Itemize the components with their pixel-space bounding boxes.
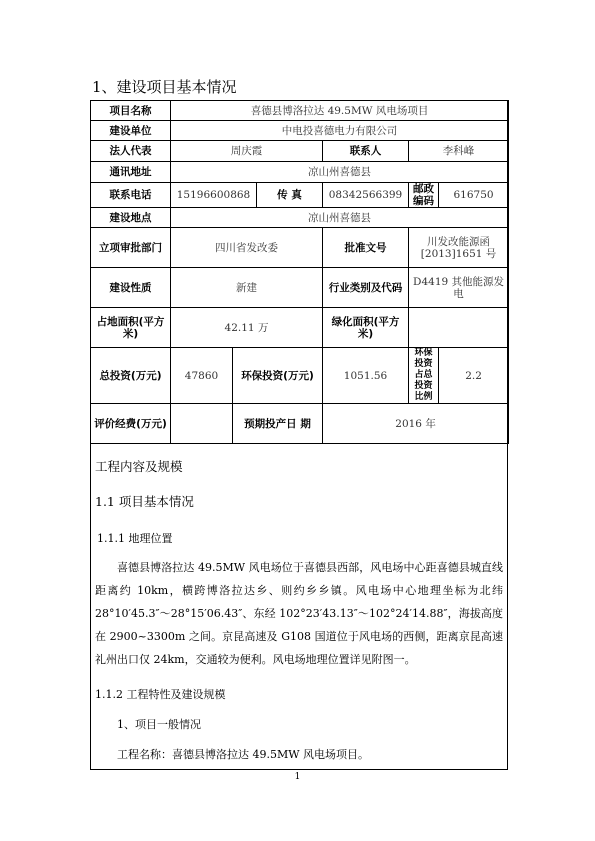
value-construction-unit: 中电投喜德电力有限公司: [171, 121, 509, 141]
label-fax: 传 真: [257, 183, 323, 208]
section-1-1-2: 1.1.2 工程特性及建设规模: [95, 688, 226, 701]
value-expected-operation: 2016 年: [323, 404, 509, 444]
value-total-investment: 47860: [171, 348, 233, 404]
label-land-area: 占地面积(平方米): [91, 308, 171, 348]
label-location: 建设地点: [91, 208, 171, 228]
value-env-investment: 1051.56: [323, 348, 409, 404]
label-contact: 联系人: [323, 141, 409, 162]
item-general-info: 1、项目一般情况: [117, 718, 201, 731]
value-postcode: 616750: [439, 183, 509, 208]
table-row: [91, 228, 509, 268]
section-1-1-1: 1.1.1 地理位置: [97, 532, 173, 545]
table-row: [91, 308, 509, 348]
table-row: [91, 162, 509, 183]
label-total-investment: 总投资(万元): [91, 348, 171, 404]
label-approval-dept: 立项审批部门: [91, 228, 171, 268]
chapter-heading: 1、建设项目基本情况: [92, 78, 237, 96]
label-expected-operation: 预期投产日 期: [233, 404, 323, 444]
label-env-investment: 环保投资(万元): [233, 348, 323, 404]
value-address: 凉山州喜德县: [171, 162, 509, 183]
table-row: [91, 141, 509, 162]
label-assessment-fee: 评价经费(万元): [91, 404, 171, 444]
project-name-line: 工程名称：喜德县博洛拉达 49.5MW 风电场项目。: [117, 748, 370, 761]
location-paragraph: 喜德县博洛拉达 49.5MW 风电场位于喜德县西部，风电场中心距喜德县城直线距离约 10km，横跨博洛拉达乡、则约乡乡镇。风电场中心地理坐标为北纬 28°10′45.3″～28°15′06.43″、东经 102°23′43.13″～102°24′14.88″，海拔高度在 2900~3300m 之间。京昆高速及 G108 国道位于风电场的西侧，距离京昆高速礼州出口仅 24km，交通较为便利。风电场地理位置详见附图一。: [95, 561, 503, 666]
value-fax: 08342566399: [323, 183, 409, 208]
value-contact: 李科峰: [409, 141, 509, 162]
value-construction-nature: 新建: [171, 268, 323, 308]
section-1-1: 1.1 项目基本情况: [95, 494, 194, 509]
value-approval-no: 川发改能源函 [2013]1651 号: [409, 228, 509, 268]
page-number: 1: [294, 772, 301, 782]
label-phone: 联系电话: [91, 183, 171, 208]
section-title: 工程内容及规模: [95, 459, 183, 474]
value-env-ratio: 2.2: [439, 348, 509, 404]
label-industry-code: 行业类别及代码: [323, 268, 409, 308]
value-assessment-fee: [171, 404, 233, 444]
label-green-area: 绿化面积(平方米): [323, 308, 409, 348]
table-row: [91, 208, 509, 228]
project-info-table: [90, 100, 509, 444]
table-row: [91, 348, 509, 404]
label-env-ratio: 环保投资占总投资比例: [409, 348, 439, 404]
label-project-name: 项目名称: [91, 101, 171, 121]
value-location: 凉山州喜德县: [171, 208, 509, 228]
label-legal-rep: 法人代表: [91, 141, 171, 162]
label-postcode: 邮政编码: [409, 183, 439, 208]
table-row: [91, 268, 509, 308]
value-industry-code: D4419 其他能源发电: [409, 268, 509, 308]
label-address: 通讯地址: [91, 162, 171, 183]
value-approval-dept: 四川省发改委: [171, 228, 323, 268]
label-construction-nature: 建设性质: [91, 268, 171, 308]
table-row: [91, 101, 509, 121]
value-green-area: [409, 308, 509, 348]
table-row: [91, 404, 509, 444]
table-row: [91, 183, 509, 208]
label-approval-no: 批准文号: [323, 228, 409, 268]
value-legal-rep: 周庆霞: [171, 141, 323, 162]
value-land-area: 42.11 万: [171, 308, 323, 348]
table-row: [91, 121, 509, 141]
value-project-name: 喜德县博洛拉达 49.5MW 风电场项目: [171, 101, 509, 121]
value-phone: 15196600868: [171, 183, 257, 208]
label-construction-unit: 建设单位: [91, 121, 171, 141]
